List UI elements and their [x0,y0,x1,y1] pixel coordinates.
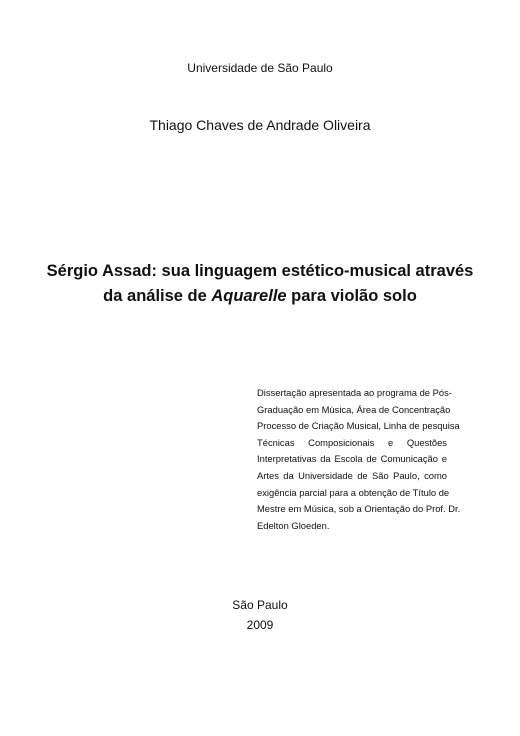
author-name: Thiago Chaves de Andrade Oliveira [149,117,371,133]
university-name: Universidade de São Paulo [187,61,333,75]
year: 2009 [246,618,274,632]
title-line-2-prefix: da análise de [103,287,212,305]
statement-line: Edelton Gloeden. [257,519,330,531]
statement-line: Mestre em Música, sob a Orientação do Prof. Dr. [257,503,461,515]
statement-line: Interpretativas da Escola de Comunicação e [257,453,447,465]
title-italic-work: Aquarelle [211,287,287,305]
statement-line: Dissertação apresentada ao programa de Pós- [257,387,452,398]
thesis-title [40,259,480,309]
statement-line: Processo de Criação Musical, Linha de pesquisa [257,420,460,432]
statement-line: Técnicas Composicionais e Questões [257,436,447,448]
dissertation-statement [257,385,461,534]
statement-line: Graduação em Música, Área de Concentração [257,403,451,415]
city: São Paulo [232,598,288,612]
statement-line: exigência parcial para a obtenção de Título de [257,486,450,498]
title-line-2-suffix: para violão solo [286,287,417,305]
title-line-2 [40,284,480,309]
title-line-1: Sérgio Assad: sua linguagem estético-musical através [46,262,474,280]
statement-line: Artes da Universidade de São Paulo, como [257,469,447,481]
